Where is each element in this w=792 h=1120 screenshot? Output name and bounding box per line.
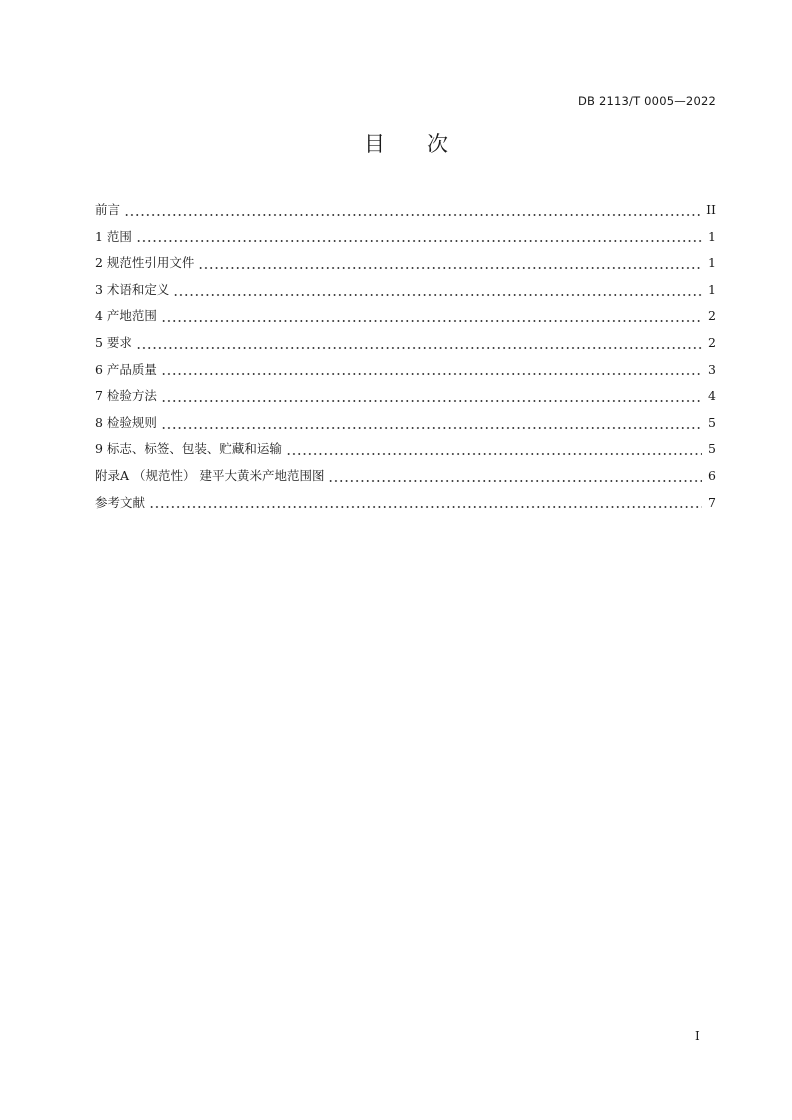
toc-entry-page: 6 [708,467,716,483]
toc-entry-page: 5 [708,441,716,457]
toc-entry-scope[interactable] [95,224,716,251]
toc-entry-page: 5 [708,414,716,430]
dot-leader [161,399,702,403]
dot-leader [161,319,702,323]
toc-entry-page: 4 [708,388,716,404]
toc-entry-label: 4 产地范围 [95,308,157,324]
dot-leader [136,239,702,243]
toc-entry-page: 2 [708,308,716,324]
dot-leader [149,505,702,509]
page-number: I [695,1029,700,1043]
toc-entry-requirements[interactable] [95,330,716,357]
toc-entry-page: 1 [708,255,716,271]
toc-entry-label: 前言 [95,202,121,217]
toc-entry-label: 3 术语和定义 [95,281,170,297]
dot-leader [173,293,702,297]
table-of-contents [95,197,716,516]
toc-entry-page: 1 [708,228,716,244]
dot-leader [328,479,702,483]
dot-leader [286,452,702,456]
document-code: DB 2113/T 0005—2022 [577,94,716,108]
toc-entry-marking-packaging[interactable] [95,436,716,463]
toc-entry-page: 2 [708,334,716,350]
toc-entry-label: 附录A （规范性） 建平大黄米产地范围图 [95,467,325,483]
dot-leader [161,372,702,376]
page-title: 目 次 [364,132,448,156]
dot-leader [136,346,702,350]
toc-entry-production-area[interactable] [95,303,716,330]
toc-entry-label: 9 标志、标签、包装、贮藏和运输 [95,441,282,457]
toc-entry-label: 1 范围 [95,228,132,244]
toc-entry-product-quality[interactable] [95,357,716,384]
toc-entry-label: 2 规范性引用文件 [95,255,195,271]
dot-leader [198,266,702,270]
toc-entry-page: 3 [708,361,716,377]
toc-entry-normative-references[interactable] [95,250,716,277]
toc-entry-label: 7 检验方法 [95,388,157,404]
toc-entry-annex-a[interactable] [95,463,716,490]
toc-entry-page: 1 [708,281,716,297]
toc-entry-test-methods[interactable] [95,383,716,410]
toc-entry-terms-definitions[interactable] [95,277,716,304]
dot-leader [124,213,700,217]
toc-entry-page: 7 [708,494,716,510]
toc-entry-inspection-rules[interactable] [95,410,716,437]
toc-entry-bibliography[interactable] [95,490,716,517]
toc-entry-label: 参考文献 [95,494,146,510]
toc-entry-foreword[interactable] [95,197,716,224]
toc-entry-label: 5 要求 [95,334,132,350]
dot-leader [161,426,702,430]
toc-entry-page: II [706,202,716,217]
toc-entry-label: 8 检验规则 [95,414,157,430]
toc-entry-label: 6 产品质量 [95,361,157,377]
